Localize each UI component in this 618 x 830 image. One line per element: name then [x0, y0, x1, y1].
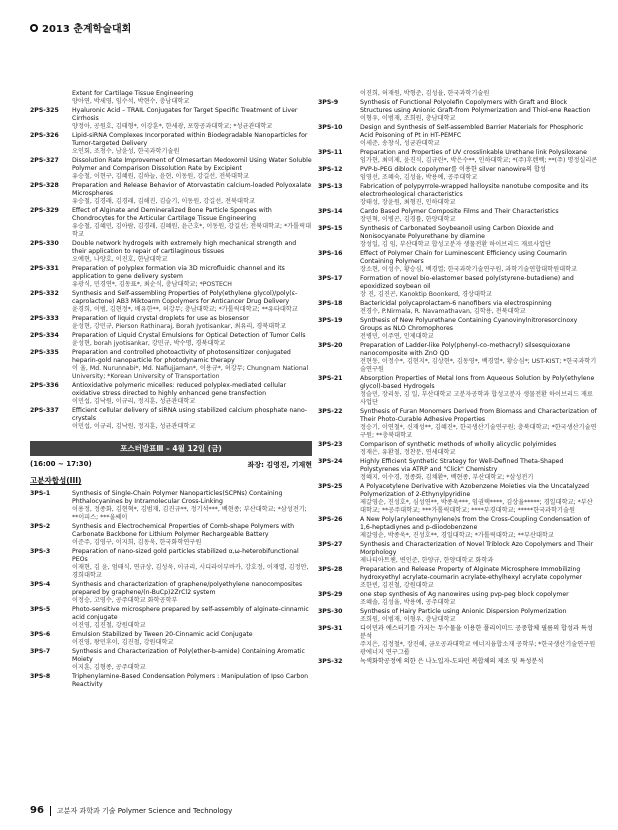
entry-authors: 이진영, 왕민후이, 김진철, 강원대학교	[72, 639, 174, 646]
entry-code: 3PS-3	[30, 548, 51, 555]
entry-authors: 장성일, 김 임, 부산대학교 합성고분자 생물전환 하이브리드 재료사업단	[360, 241, 552, 248]
entry-code: 2PS-330	[30, 240, 59, 247]
abstract-entry	[318, 90, 598, 98]
entry-body	[72, 382, 312, 406]
entry-authors: 전경수, P.Nirmala, R. Navamathavan, 김학용, 전북대학교	[360, 308, 526, 315]
entry-code: 3PS-31	[318, 625, 343, 632]
entry-authors: 조한빈, 김진철, 강원대학교	[360, 582, 434, 589]
entry-authors: 제나티아트첸, 변인준, 한양규, 한양대학교 화학과	[360, 557, 494, 564]
entry-title: Preparation of Ladder-like Poly(phenyl-co-methacryl) silsesquioxane nanocomposite with ZnO QD	[360, 342, 571, 357]
entry-title: Synthesis and characterization of graphene/polyethylene nanocomposites prepared by graphene/(n-BuCp)2ZrCl2 system	[72, 581, 303, 596]
entry-body	[72, 265, 312, 289]
entry-title: Formation of novel bio-elastomer based poly(styrene-butadiene) and epoxidized soybean oil	[360, 275, 574, 290]
entry-body	[360, 225, 598, 249]
entry-body	[72, 157, 312, 181]
entry-body	[360, 90, 598, 98]
entry-body	[72, 631, 312, 647]
entry-title: Highly Efficient Synthetic Strategy for Well-Defined Theta-Shaped Polystyrenes via ATRP and "Click" Chemistry	[360, 458, 564, 473]
entry-title: Absorption Properties of Metal Ions from Aqueous Solution by Poly(ethylene glycol)-based Hydrogels	[360, 375, 595, 390]
entry-authors: 이지훈, 김형종, 공주대학교	[72, 664, 146, 671]
abstract-entry	[318, 166, 598, 182]
entry-title: Emulsion Stabilized by Tween 20-Cinnamic acid Conjugate	[72, 631, 253, 638]
entry-body	[72, 407, 312, 431]
entry-body	[360, 124, 598, 148]
abstract-entry	[318, 541, 598, 565]
entry-title: Preparation of nano-sized gold particles stabilized α,ω-heterobifunctional PEOs	[72, 548, 299, 563]
entry-authors: 정슬민, 장리동, 김 일, 부산대학교 고분자공학과 합성고분자 생물전환 하이브리드 재료 사업단	[360, 391, 593, 406]
entry-code: 3PS-1	[30, 490, 51, 497]
abstract-entry	[318, 458, 598, 482]
entry-code: 3PS-27	[318, 541, 343, 548]
entry-body	[72, 673, 312, 689]
entry-code: 3PS-32	[318, 658, 343, 665]
entry-title: Preparation and Release Property of Alginate Microsphere Immobilizing hydroxyethyl acrylate-coumarin acrylate-ethylhexyl acrylate copolymer	[360, 566, 583, 581]
entry-title: Effect of Polymer Chain for Luminescent Efficiency using Coumarin Containing Polymers	[360, 250, 567, 265]
entry-authors: 이세준, 송창식, 성균관대학교	[360, 140, 440, 147]
entry-title: A Polyacetylene Derivative with Azobenzene Moieties via the Uncatalyzed Polymerization of 2-Ethynylpyridine	[360, 483, 590, 498]
page-header	[30, 20, 131, 35]
entry-title: A New Poly(aryleneethynylene)s from the Cross-Coupling Condensation of 1,6-heptadiynes and p-diiodobenzene	[360, 516, 590, 531]
entry-title: Cardo Based Polymer Composite Films and Their Characteristics	[360, 208, 559, 215]
entry-title: Synthesis of New Polyurethane Containing Cyanovinylnitroresorcinoxy Groups as NLO Chromophores	[360, 317, 578, 332]
session-time-row	[30, 460, 312, 470]
entry-body	[72, 490, 312, 522]
entry-authors: 유광식, 민경연*, 김동표*, 최순식, 충남대학교; *POSTECH	[72, 281, 232, 288]
entry-title: PVP-b-PEG diblock copolymer를 이용한 silver nanowire의 합성	[360, 166, 546, 173]
entry-body	[72, 332, 312, 348]
entry-body	[360, 566, 598, 590]
abstract-entry	[30, 349, 312, 381]
entry-authors: 이재현, 김 윤, 엄태식, 연규상, 김성욱, 이규리, 시디라이부바카, 강호정, 이재열, 김정안, 경희대학교	[72, 564, 309, 579]
entry-authors: 양정아, 공원호, 김태형*, 이강훈*, 한세광, 포항공과대학교; *성균관대학교	[72, 123, 273, 130]
entry-title: Synthesis of Furan Monomers Derived from Biomass and Characterization of Their Photo-Curable Adhesive Properties	[360, 408, 597, 423]
entry-authors: 이민섭, 김낙원, 이규리, 정지훈, 성균관대학교	[72, 398, 196, 405]
abstract-entry	[30, 581, 312, 605]
entry-title: Double network hydrogels with extremely high mechanical strength and their application to repair of cartilaginous tissues	[72, 240, 297, 255]
entry-code: 2PS-333	[30, 315, 59, 322]
entry-title: Synthesis and Self-assembling Properties of Poly(ethylene glycol)/poly(ε-caprolactone) AB3 Miktoarm Copolymers for Anticancer Drug Delivery	[72, 290, 298, 305]
abstract-entry	[30, 107, 312, 131]
abstract-entry	[30, 606, 312, 630]
entry-code: 3PS-16	[318, 250, 343, 257]
abstract-entry	[30, 290, 312, 314]
abstract-entry	[318, 124, 598, 148]
entry-body	[72, 182, 312, 206]
abstract-entry	[30, 90, 312, 106]
abstract-entry	[318, 441, 598, 457]
entry-authors: 주지은, 김정철*, 장진해, 금오공과대학교 에너지융합소재 공학부; *한국생산기술연구원 광에너지 연구그룹	[360, 641, 596, 656]
entry-code: 3PS-30	[318, 608, 343, 615]
entry-authors: 조희원, 이범재, 이형우, 충남대학교	[360, 616, 456, 623]
entry-authors: 이정승, 고영수, 공주대학교 화학공학부	[72, 597, 178, 604]
entry-code: 2PS-329	[30, 207, 59, 214]
entry-code: 3PS-12	[318, 166, 343, 173]
entry-authors: 이민섭, 이규리, 김낙원, 정지훈, 성균관대학교	[72, 423, 196, 430]
abstract-entry	[318, 375, 598, 407]
abstract-entry	[318, 516, 598, 540]
entry-authors: 유승철, 김혜민, 김아람, 김경래, 김혜원, 윤근호*, 이동원, 강길선; 전북대학교; *가톨릭대학교	[72, 223, 312, 238]
entry-code: 3PS-19	[318, 317, 343, 324]
left-column	[30, 90, 312, 690]
entry-authors: 이 율, Md. Nurunnabi*, Md. Nafiujjaman*, 이용규*, 허강무; Chungnam National University; *Korean University of Transportation	[72, 365, 309, 380]
entry-title: Preparation and Properties of UV crosslinkable Urethane link Polysiloxane	[360, 149, 587, 156]
entry-code: 3PS-6	[30, 631, 51, 638]
entry-code: 2PS-332	[30, 290, 59, 297]
entry-body	[360, 183, 598, 207]
entry-authors: 정재은, 유환철, 정찬문, 연세대학교	[360, 449, 456, 456]
entry-title: Extent for Cartilage Tissue Engineering	[72, 90, 194, 97]
entry-authors: 윤성현, 강민규, Pierson Rathinaraj, Borah Jyotisankar, 최유리, 경북대학교	[72, 323, 287, 330]
entry-authors: 임가현, 최미제, 윤진식, 김규린*, 박은수**, 인하대학교; *(주)후렌벡; **(주) 명정실리콘	[360, 157, 598, 164]
entry-body	[72, 648, 312, 672]
journal-name: 고분자 과학과 기술 Polymer Science and Technology	[56, 806, 233, 815]
entry-title: Dissolution Rate Improvement of Olmesartan Medoxomil Using Water Soluble Polymer and Comparison Dissolution Rate by Excipient	[72, 157, 312, 172]
entry-code: 2PS-331	[30, 265, 59, 272]
entry-code: 3PS-25	[318, 483, 343, 490]
entry-title: Synthesis of Single-Chain Polymer Nanoparticles(SCPNs) Containing Phthalocyanines by Intramolecular Cross-Linking	[72, 490, 283, 505]
entry-body	[360, 300, 598, 316]
abstract-entry	[318, 608, 598, 624]
abstract-entry	[30, 631, 312, 647]
abstract-entry	[30, 490, 312, 522]
right-entries	[318, 90, 598, 666]
entry-body	[360, 625, 598, 657]
page-number: 96	[30, 805, 44, 816]
abstract-entry	[30, 523, 312, 547]
left-entries-pre	[30, 90, 312, 431]
entry-title: Design and Synthesis of Self-assembled Barrier Materials for Phosphoric Acid Poisoning of Pt in HT-PEMFC	[360, 124, 584, 139]
entry-title: Preparation and Release Behavior of Atorvastatin calcium-loaded Polyoxalate Microspheres	[72, 182, 312, 197]
entry-body	[360, 166, 598, 182]
session-chair: 좌장: 김영진, 기재현	[247, 461, 312, 469]
entry-authors: 이용정, 정종화, 김현혁*, 김범재, 김진규**, 정기석***, 백현종; 부산대학교; *삼성전기; **이피스; ***울쎄이	[72, 506, 307, 521]
entry-authors: 임영선, 조혜숙, 김성율, 박용예, 공주대학교	[360, 174, 478, 181]
entry-code: 3PS-8	[30, 673, 51, 680]
abstract-entry	[318, 483, 598, 515]
entry-title: Hyaluronic Acid – TRAIL Conjugates for Target Specific Treatment of Liver Cirrhosis	[72, 107, 298, 122]
entry-body	[360, 342, 598, 374]
entry-authors: 이진희, 허재원, 박형준, 김성율, 한국과학기술원	[360, 90, 490, 97]
entry-authors: 장민혁, 이병곤, 김경률, 한양대학교	[360, 216, 456, 223]
entry-code: 3PS-15	[318, 225, 343, 232]
entry-code: 2PS-327	[30, 157, 59, 164]
entry-code: 3PS-2	[30, 523, 51, 530]
entry-title: Synthesis and Electrochemical Properties of Comb-shape Polymers with Carbonate Backbone for Lithium Polymer Rechargeable Battery	[72, 523, 295, 538]
entry-title: Effect of Alginate and Demineralized Bone Particle Sponges with Chondrocytes for the Articular Cartilage Tissue Engineering	[72, 207, 272, 222]
entry-body	[360, 658, 598, 666]
entry-body	[360, 275, 598, 299]
entry-code: 3PS-5	[30, 606, 51, 613]
entry-body	[72, 240, 312, 264]
entry-body	[360, 541, 598, 565]
entry-body	[72, 90, 312, 106]
entry-code: 2PS-328	[30, 182, 59, 189]
entry-body	[360, 483, 598, 515]
entry-body	[72, 523, 312, 547]
abstract-entry	[318, 183, 598, 207]
entry-code: 3PS-11	[318, 149, 343, 156]
entry-authors: 이진영, 김진철, 강원대학교	[72, 622, 146, 629]
entry-title: Preparation and controlled photoactivity of photosensitizer conjugated heparin-gold nanoparticle for photodynamic therapy	[72, 349, 291, 364]
entry-title: Triphenylamine-Based Condensation Polymers : Manipulation of Ipso Carbon Reactivity	[72, 673, 309, 688]
entry-body	[360, 408, 598, 440]
entry-body	[360, 516, 598, 540]
entry-code: 3PS-28	[318, 566, 343, 573]
entry-title: Preparation of liquid crystal droplets for use as biosensor	[72, 315, 249, 322]
right-column	[318, 90, 598, 667]
conference-title: 2013 춘계학술대회	[42, 24, 132, 35]
entry-code: 3PS-4	[30, 581, 51, 588]
entry-body	[360, 591, 598, 607]
entry-body	[360, 149, 598, 165]
abstract-entry	[30, 673, 312, 689]
abstract-entry	[318, 625, 598, 657]
page-footer	[30, 805, 598, 816]
entry-title: Preparation of polyplex formation via 3D microfluidic channel and its application to gene delivery system	[72, 265, 285, 280]
entry-authors: 윤성현, borah jyotisankar, 강민규, 박수명, 경북대학교	[72, 340, 226, 347]
entry-body	[72, 606, 312, 630]
abstract-entry	[318, 250, 598, 274]
entry-title: Efficient cellular delivery of siRNA using stabilized calcium phosphate nano-crystals	[72, 407, 308, 422]
entry-title: Synthesis of Carbonated Soybeanoil using Carbon Dioxide and Nonisocyanate Polyurethane by diamine	[360, 225, 554, 240]
entry-body	[72, 548, 312, 580]
entry-body	[360, 458, 598, 482]
entry-authors: 제갈영순, 박종욱*, 진성호**, 경일대학교; *가톨릭대학교; **부산대학교	[360, 532, 554, 539]
entry-code: 2PS-337	[30, 407, 59, 414]
entry-body	[360, 250, 598, 274]
entry-body	[360, 608, 598, 624]
entry-body	[72, 132, 312, 156]
entry-body	[360, 208, 598, 224]
entry-authors: 정혜지, 이수경, 정종화, 김채환*, 백현종, 부산대학교; *삼성전기	[360, 474, 534, 481]
abstract-entry	[318, 300, 598, 316]
footer-divider	[50, 806, 51, 816]
entry-code: 2PS-326	[30, 132, 59, 139]
abstract-entry	[318, 275, 598, 299]
entry-title: Photo-sensitive microsphere prepared by self-assembly of alginate-cinnamic acid conjugate	[72, 606, 309, 621]
entry-code: 2PS-334	[30, 332, 59, 339]
entry-code	[318, 90, 360, 98]
abstract-entry	[318, 342, 598, 374]
abstract-entry	[318, 149, 598, 165]
abstract-entry	[30, 382, 312, 406]
entry-authors: 오예현, 나양호, 이진호, 한남대학교	[72, 256, 168, 263]
entry-body	[360, 441, 598, 457]
entry-code: 3PS-9	[318, 99, 339, 106]
entry-code: 3PS-26	[318, 516, 343, 523]
entry-code: 2PS-335	[30, 349, 59, 356]
entry-title: Synthesis of Hairy Particle using Anionic Dispersion Polymerization	[360, 608, 567, 615]
abstract-entry	[318, 408, 598, 440]
entry-code: 2PS-336	[30, 382, 59, 389]
abstract-entry	[30, 648, 312, 672]
entry-code: 3PS-17	[318, 275, 343, 282]
abstract-entry	[30, 132, 312, 156]
entry-title: Fabrication of polypyrrole-wrapped halloysite nanotube composite and its electrorheological characteristics	[360, 183, 589, 198]
abstract-entry	[30, 332, 312, 348]
entry-authors: 이형우, 이범재, 조희원, 충남대학교	[360, 115, 456, 122]
entry-code: 3PS-21	[318, 375, 343, 382]
entry-body	[72, 107, 312, 131]
entry-title: 디이민과 에스터기를 가지는 두수물을 이용한 폴리이미드 공중합체 필름의 합성과 특성 분석	[360, 625, 593, 640]
entry-title: Synthesis of Functional Polyolefin Copolymers with Graft and Block Structures using Anionic Graft-from Polymerization and Thiol-ene Reaction	[360, 99, 591, 114]
entry-authors: 제갈영순, 진성호*, 심성연**, 박종욱***, 임권택****, 김상율*****; 경일대학교; *부산대학교; **공주대학교; ***가톨릭대학교; ****부경대학교; *****한국과학기술원	[360, 499, 593, 514]
entry-body	[72, 349, 312, 381]
entry-authors: 정승기, 이연철*, 신재성**, 김혜진*, 한국생산기술연구원; 충북대학교; *한국생산기술연구원; **충북대학교	[360, 424, 597, 439]
entry-title: 녹색화학공정에 의한 은 나노입자-도파민 복합체의 제조 및 특성분석	[360, 658, 544, 665]
abstract-entry	[30, 207, 312, 239]
entry-authors: 장 진, 김진곤, Kanoktip Boonkerd, 경상대학교	[360, 291, 492, 298]
entry-title: Comparison of synthetic methods of wholly alicyclic polyimides	[360, 441, 557, 448]
abstract-entry	[318, 658, 598, 666]
entry-body	[360, 317, 598, 341]
entry-title: Antioxidative polymeric micelles: reduced polyplex-mediated cellular oxidative stress directed to highly enhanced gene transfection	[72, 382, 287, 397]
entry-code: 3PS-22	[318, 408, 343, 415]
session-time: (16:00 ~ 17:30)	[30, 460, 92, 468]
entry-title: Bactericidal polycaprolactam-6 nanofibers via electrospinning	[360, 300, 552, 307]
entry-code: 2PS-325	[30, 107, 59, 114]
entry-authors: 전현동, 이정수*, 김현지*, 김상현*, 김동영*, 백경열*, 황승심*; UST-KIST; *한국과학기술연구원	[360, 358, 597, 373]
entry-authors: 전병민, 이주연, 인제대학교	[360, 333, 434, 340]
entry-code: 3PS-20	[318, 342, 343, 349]
entry-authors: 장태성, 장윤원, 최형진, 인하대학교	[360, 199, 456, 206]
entry-code: 3PS-7	[30, 648, 51, 655]
entry-body	[72, 290, 312, 314]
entry-code: 3PS-18	[318, 300, 343, 307]
left-entries-post	[30, 490, 312, 689]
session-bar: 포스터발표Ⅲ – 4월 12일 (금)	[30, 441, 312, 456]
abstract-entry	[30, 548, 312, 580]
entry-title: one step synthesis of Ag nanowires using pvp-peg block copolymer	[360, 591, 569, 598]
entry-title: Synthesis and Characterization of Novel Triblock Azo Copolymers and Their Morphology	[360, 541, 593, 556]
entry-body	[72, 581, 312, 605]
abstract-entry	[30, 407, 312, 431]
entry-body	[72, 315, 312, 331]
entry-code	[30, 90, 72, 106]
abstract-entry	[318, 591, 598, 607]
entry-code: 3PS-10	[318, 124, 343, 131]
abstract-entry	[30, 240, 312, 264]
abstract-entry	[318, 225, 598, 249]
entry-authors: 이준주, 김영구, 이지희, 김동욱, 한국화학연구원	[72, 539, 202, 546]
abstract-entry	[318, 317, 598, 341]
entry-authors: 장소현, 이성수, 황승심, 백경열; 한국과학기술연구원, 과학기술연합대학원대학교	[360, 266, 578, 273]
bullet-circle-icon	[30, 24, 38, 32]
abstract-entry	[30, 182, 312, 206]
entry-code: 3PS-24	[318, 458, 343, 465]
entry-title: Preparation of Liquid Crystal Emulsions for Optical Detection of Tumor Cells	[72, 332, 306, 339]
entry-body	[72, 207, 312, 239]
entry-title: Lipid-siRNA Complexes Incorporated within Biodegradable Nanoparticles for Tumor-targeted Delivery	[72, 132, 308, 147]
entry-body	[360, 375, 598, 407]
abstract-entry	[318, 99, 598, 123]
entry-authors: 유승철, 김경래, 김경래, 김해진, 김슬기, 이동원, 강길선, 전북대학교	[72, 198, 255, 205]
entry-authors: 윤경희, 이범, 김현정*, 배유한**, 허강무; 충남대학교; *가톨릭대학교; **유타대학교	[72, 306, 298, 313]
abstract-entry	[30, 265, 312, 289]
entry-title: Synthesis and Characterization of Poly(ether-b-amide) Containing Aromatic Moiety	[72, 648, 305, 663]
abstract-entry	[30, 315, 312, 331]
entry-authors: 오인회, 조청수, 남윤성, 한국과학기술원	[72, 148, 180, 155]
abstract-entry	[30, 157, 312, 181]
entry-authors: 조혜솔, 김성율, 박용예, 공주대학교	[360, 599, 456, 606]
abstract-entry	[318, 208, 598, 224]
entry-authors: 양아연, 박세영, 임수석, 박현수, 충남대학교	[72, 98, 190, 105]
entry-code: 3PS-13	[318, 183, 343, 190]
entry-body	[360, 99, 598, 123]
entry-code: 3PS-23	[318, 441, 343, 448]
entry-code: 3PS-29	[318, 591, 343, 598]
entry-authors: 유승철, 이현구, 김혜원, 김하늘, 윤현, 이동원, 강길선, 전북대학교	[72, 173, 249, 180]
abstract-entry	[318, 566, 598, 590]
entry-code: 3PS-14	[318, 208, 343, 215]
section-title: 고분자합성(III)	[30, 476, 82, 485]
